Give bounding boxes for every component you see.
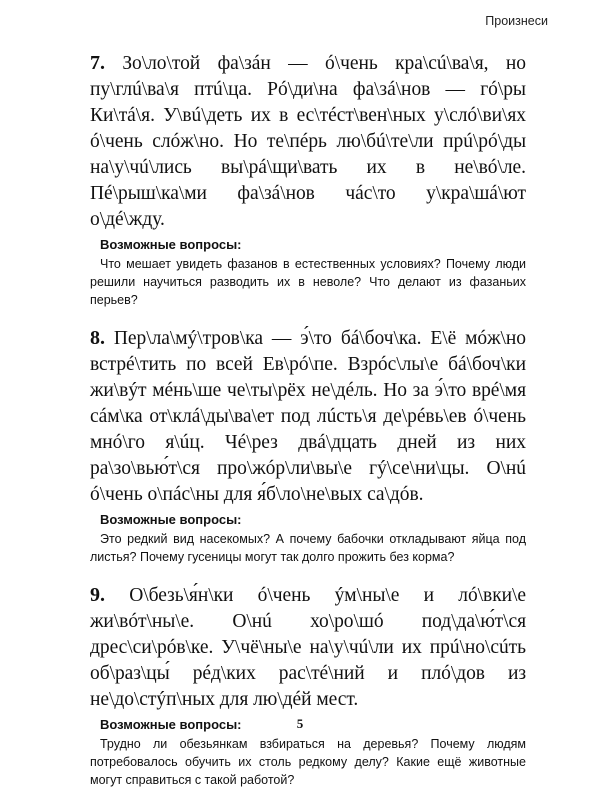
passage-body: О\безь\я́н\ки ó\чень ýм\ны\е и лó\вки\е жи\вóт\ны\е. О\нú хо\ро\шó под\да\ю́т\ся дрес\си\рóв\ке. У\чё\ны\е на\у\чú\ли их прú\но\сúть об\раз\цы́ рéд\ких рас\тé\ний и плó\дов из не\до\стýп\ных для лю\дéй мест. — [90, 585, 526, 710]
page-content — [90, 50, 526, 789]
questions-heading: Возможные вопросы: — [100, 717, 242, 732]
questions-heading: Возможные вопросы: — [100, 237, 242, 252]
running-header: Произнеси — [485, 14, 548, 28]
exercise-7 — [90, 50, 526, 309]
passage-body: Пер\ла\мý\тров\ка — э́\то бá\боч\ка. Е\ё мóж\но встрé\тить по всей Ев\рó\пе. Взрóс\лы\е бá\боч\ки жи\вýт мéнь\ше че\ты\рёх не\дéль. Но за э́\то врé\мя сáм\ка от\клá\ды\ва\ет под лúсть\я де\рéвь\ев ó\чень мнó\го я\úц. Чé\рез двá\дцать дней из них ра\зо\вью́т\ся про\жóр\ли\вы\е гý\се\ни\цы. О\нú ó\чень о\пáс\ны для я́б\ло\не\вых са\дóв. — [90, 328, 527, 505]
questions-text: Что мешает увидеть фазанов в естественных условиях? Почему люди решили научиться разводить их в неволе? Что делают из фазаньих перьев? — [90, 257, 526, 307]
questions-heading: Возможные вопросы: — [100, 512, 242, 527]
questions-text: Это редкий вид насекомых? А почему бабочки откладывают яйца под листья? Почему гусеницы могут так долго прожить без корма? — [90, 532, 526, 564]
exercise-number: 9. — [90, 584, 105, 606]
passage-body: Зо\ло\той фа\зáн — ó\чень кра\сú\ва\я, но пу\глú\ва\я птú\ца. Рó\ди\на фа\зá\нов — гó\ры Ки\тá\я. У\вú\деть их в ес\тéст\вен\ных у\слó\ви\ях ó\чень слóж\но. Но те\пéрь лю\бú\те\ли прú\рó\ды на\у\чú\лись вы\рá\щи\вать их в не\вó\ле. Пé\рыш\ка\ми фа\зá\нов чáс\то у\кра\шá\ют о\дé\жду. — [90, 53, 527, 230]
page-number: 5 — [296, 716, 304, 731]
exercise-9 — [90, 582, 526, 789]
exercise-number: 7. — [90, 52, 105, 74]
passage-text — [90, 50, 526, 233]
exercise-8 — [90, 325, 526, 566]
passage-text — [90, 325, 526, 508]
questions-text: Трудно ли обезьянкам взбираться на деревья? Почему людям потребовалось обучить их столь редкому делу? Какие ещё животные могут справиться с такой работой? — [90, 737, 526, 787]
passage-text — [90, 582, 526, 713]
exercise-number: 8. — [90, 327, 105, 349]
